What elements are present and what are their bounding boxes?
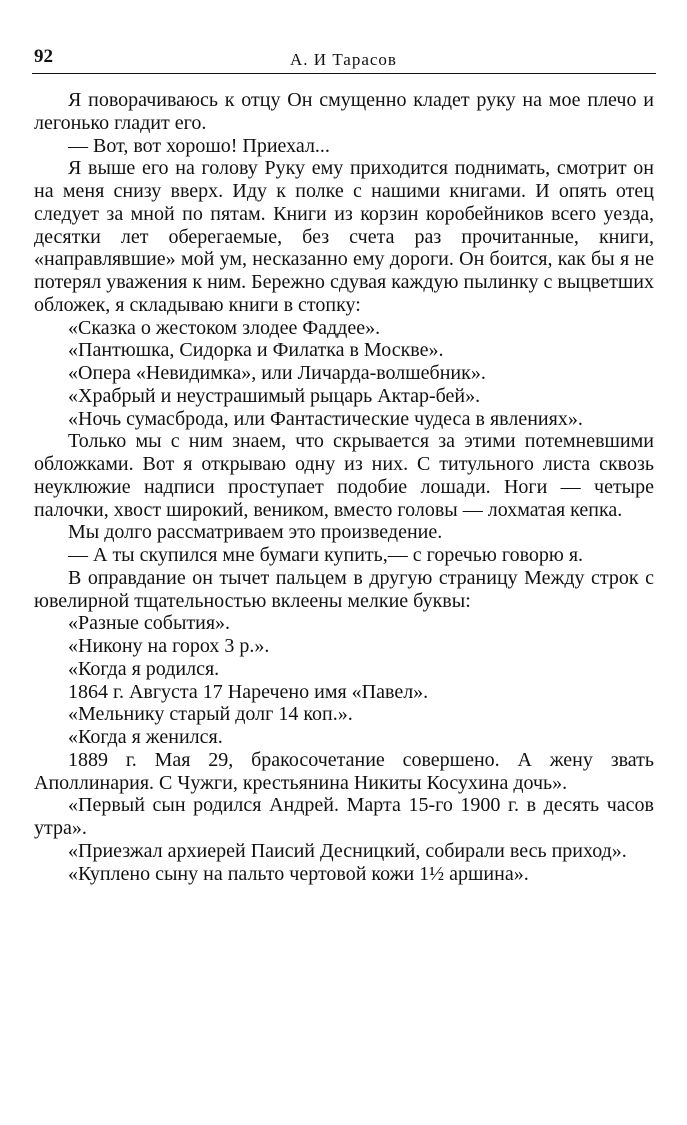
page-number: 92 <box>34 46 53 67</box>
book-title-line: «Ночь сумасброда, или Фантастические чудеса в явлениях». <box>68 407 583 430</box>
paragraph: — А ты скупился мне бумаги купить,— с горечью говорю я. <box>68 544 584 566</box>
paragraph: Мы долго рассматриваем это произведение. <box>68 521 443 544</box>
paragraph: В оправдание он тычет пальцем в другую страницу Между строк с ювелирной тщательностью вклеены мелкие буквы: <box>34 566 654 612</box>
book-title-line: «Храбрый и неустрашимый рыцарь Актар-бей». <box>68 384 481 407</box>
inscription-line: «Мельнику старый долг 14 коп.». <box>68 703 353 726</box>
book-title-line: «Сказка о жестоком злодее Фаддее». <box>68 316 381 339</box>
inscription-line: «Когда я женился. <box>68 726 223 748</box>
inscription-line: «Куплено сыну на пальто чертовой кожи 1½ аршина». <box>68 862 529 885</box>
paragraph: Я выше его на голову Руку ему приходится поднимать, смотрит он на меня снизу вверх. Иду к полке с нашими книгами. И опять отец следует за мной по пятам. Книги из корзин коробейников всего уезда, десятки лет оберегаемые, без счета раз прочитанные, книги, «направлявшие» мой ум, несказанно ему дороги. Он боится, как бы я не потерял уважения к ним. Бережно сдувая каждую пылинку с выцветших обложек, я складываю книги в стопку: <box>34 157 654 316</box>
inscription-line: «Приезжал архиерей Паисий Десницкий, собирали весь приход». <box>68 839 627 862</box>
inscription-line: «Разные события». <box>68 612 231 635</box>
inscription-line: «Первый сын родился Андрей. Марта 15-го 1900 г. в десять часов утра». <box>34 794 654 839</box>
inscription-line: «Никону на горох 3 р.». <box>68 635 270 657</box>
running-title: А. И Тарасов <box>290 50 397 69</box>
header-rule <box>32 73 656 74</box>
book-title-line: «Опера «Невидимка», или Личарда-волшебник». <box>68 362 486 384</box>
paragraph: Я поворачиваюсь к отцу Он смущенно кладет руку на мое плечо и легонько гладит его. <box>34 89 654 134</box>
inscription-line: 1864 г. Августа 17 Наречено имя «Павел». <box>68 680 429 703</box>
paragraph: — Вот, вот хорошо! Приехал... <box>68 134 330 157</box>
page-body <box>34 89 654 885</box>
inscription-line: 1889 г. Мая 29, бракосочетание совершено. А жену звать Аполлинария. С Чужги, крестьянина Никиты Косухина дочь». <box>34 748 654 794</box>
book-title-line: «Пантюшка, Сидорка и Филатка в Москве». <box>68 339 444 362</box>
paragraph: Только мы с ним знаем, что скрывается за этими потемневшими обложками. Вот я открываю одну из них. С титульного листа сквозь неуклюжие надписи проступает подобие лошади. Ноги — четыре палочки, хвост широкий, веником, вместо головы — лохматая кепка. <box>34 430 654 521</box>
inscription-line: «Когда я родился. <box>68 657 220 680</box>
